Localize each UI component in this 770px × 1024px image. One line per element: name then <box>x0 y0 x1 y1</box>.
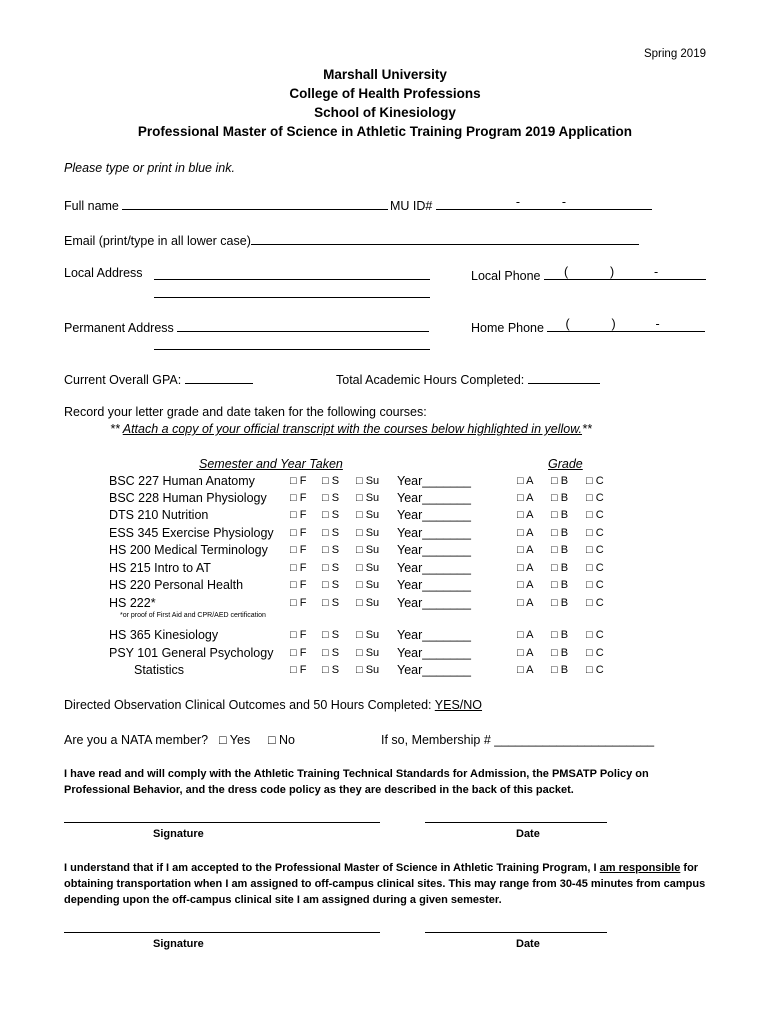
course-name: HS 220 Personal Health <box>109 578 244 592</box>
permanent-address-field[interactable] <box>177 318 429 332</box>
local-address-line-1[interactable] <box>154 279 430 280</box>
grade-checkbox[interactable]: □ C <box>586 527 604 539</box>
grade-checkbox[interactable]: □ B <box>551 597 569 609</box>
title-program: Professional Master of Science in Athletic Training Program 2019 Application <box>137 124 633 139</box>
title-school: School of Kinesiology <box>314 105 456 120</box>
grade-checkbox[interactable]: □ C <box>586 597 604 609</box>
semester-checkbox[interactable]: □ S <box>322 579 340 591</box>
grade-checkbox[interactable]: □ B <box>551 492 569 504</box>
phone-paren: ( <box>565 317 570 331</box>
semester-checkbox[interactable]: □ F <box>290 492 307 504</box>
hs222-note: *or proof of First Aid and CPR/AED certification <box>120 612 266 619</box>
date-line-2[interactable] <box>425 932 607 933</box>
grade-checkbox[interactable]: □ B <box>551 475 569 487</box>
home-phone-label: Home Phone <box>471 321 544 335</box>
semester-checkbox[interactable]: □ S <box>322 527 340 539</box>
grade-checkbox[interactable]: □ C <box>586 629 604 641</box>
signature-line-2[interactable] <box>64 932 380 933</box>
grade-checkbox[interactable]: □ C <box>586 492 604 504</box>
semester-checkbox[interactable]: □ Su <box>356 597 380 609</box>
semester-checkbox[interactable]: □ F <box>290 527 307 539</box>
grade-checkbox[interactable]: □ A <box>517 562 534 574</box>
grade-checkbox[interactable]: □ A <box>517 544 534 556</box>
grade-checkbox[interactable]: □ C <box>586 579 604 591</box>
grade-checkbox[interactable]: □ A <box>517 509 534 521</box>
observation-value[interactable]: YES/NO <box>434 698 483 712</box>
year-field[interactable]: Year_______ <box>397 578 471 592</box>
signature-line-1[interactable] <box>64 822 380 823</box>
grade-checkbox[interactable]: □ B <box>551 509 569 521</box>
semester-checkbox[interactable]: □ F <box>290 475 307 487</box>
semester-checkbox[interactable]: □ S <box>322 544 340 556</box>
grade-checkbox[interactable]: □ B <box>551 579 569 591</box>
year-field[interactable]: Year_______ <box>397 646 471 660</box>
mu-id-dash: - <box>515 195 521 209</box>
grade-checkbox[interactable]: □ B <box>551 647 569 659</box>
statement2-emphasis: am responsible <box>599 862 681 874</box>
semester-checkbox[interactable]: □ S <box>322 562 340 574</box>
semester-checkbox[interactable]: □ Su <box>356 647 380 659</box>
semester-checkbox[interactable]: □ Su <box>356 527 380 539</box>
phone-dash: - <box>654 265 659 279</box>
grade-checkbox[interactable]: □ B <box>551 664 569 676</box>
full-name-label: Full name <box>64 199 119 213</box>
year-field[interactable]: Year_______ <box>397 628 471 642</box>
attach-suffix: ** <box>582 422 592 436</box>
semester-checkbox[interactable]: □ Su <box>356 492 380 504</box>
semester-header: Semester and Year Taken <box>199 457 343 471</box>
mu-id-label: MU ID# <box>390 199 433 213</box>
grade-checkbox[interactable]: □ A <box>517 492 534 504</box>
semester-checkbox[interactable]: □ F <box>290 562 307 574</box>
grade-checkbox[interactable]: □ B <box>551 562 569 574</box>
statement2-after: for obtaining transportation when I am assigned to off-campus clinical sites. This may range from 30-45 minutes from campus depending upon the off-campus clinical site I am assigned during a given semester. <box>64 862 706 906</box>
semester-checkbox[interactable]: □ S <box>322 597 340 609</box>
semester-checkbox[interactable]: □ S <box>322 629 340 641</box>
year-field[interactable]: Year_______ <box>397 526 471 540</box>
year-field[interactable]: Year_______ <box>397 663 471 677</box>
semester-checkbox[interactable]: □ F <box>290 509 307 521</box>
grade-checkbox[interactable]: □ A <box>517 579 534 591</box>
semester-checkbox[interactable]: □ F <box>290 579 307 591</box>
semester-checkbox[interactable]: □ S <box>322 492 340 504</box>
date-label-2: Date <box>516 938 540 950</box>
year-field[interactable]: Year_______ <box>397 491 471 505</box>
attach-note <box>110 422 592 436</box>
email-field[interactable] <box>251 231 639 245</box>
permanent-address-label: Permanent Address <box>64 321 174 335</box>
course-name: HS 222* <box>109 596 156 610</box>
term-label: Spring 2019 <box>643 48 706 60</box>
nata-yes-checkbox[interactable]: □ Yes <box>219 733 251 747</box>
semester-checkbox[interactable]: □ S <box>322 475 340 487</box>
signature-label-1: Signature <box>153 828 204 840</box>
gpa-field[interactable] <box>185 370 253 384</box>
semester-checkbox[interactable]: □ Su <box>356 664 380 676</box>
grade-checkbox[interactable]: □ A <box>517 597 534 609</box>
full-name-field[interactable] <box>122 196 388 210</box>
year-field[interactable]: Year_______ <box>397 543 471 557</box>
course-name: HS 365 Kinesiology <box>109 628 219 642</box>
year-field[interactable]: Year_______ <box>397 561 471 575</box>
grade-checkbox[interactable]: □ B <box>551 629 569 641</box>
course-name: HS 200 Medical Terminology <box>109 543 268 557</box>
course-name: DTS 210 Nutrition <box>109 508 209 522</box>
grade-header: Grade <box>548 457 583 471</box>
phone-paren: ) <box>611 317 616 331</box>
grade-checkbox[interactable]: □ C <box>586 544 604 556</box>
course-name: PSY 101 General Psychology <box>109 646 274 660</box>
phone-dash: - <box>655 317 660 331</box>
grade-checkbox[interactable]: □ C <box>586 664 604 676</box>
semester-checkbox[interactable]: □ S <box>322 664 340 676</box>
local-address-label: Local Address <box>64 266 143 280</box>
semester-checkbox[interactable]: □ Su <box>356 475 380 487</box>
semester-checkbox[interactable]: □ F <box>290 664 307 676</box>
semester-checkbox[interactable]: □ S <box>322 509 340 521</box>
semester-checkbox[interactable]: □ Su <box>356 509 380 521</box>
grade-checkbox[interactable]: □ B <box>551 527 569 539</box>
course-name: BSC 228 Human Physiology <box>109 491 267 505</box>
year-field[interactable]: Year_______ <box>397 596 471 610</box>
course-name: Statistics <box>134 663 185 677</box>
grade-checkbox[interactable]: □ C <box>586 562 604 574</box>
transportation-statement <box>64 860 714 908</box>
semester-checkbox[interactable]: □ F <box>290 597 307 609</box>
grade-checkbox[interactable]: □ A <box>517 664 534 676</box>
courses-intro: Record your letter grade and date taken for the following courses: <box>64 405 427 419</box>
gpa-label: Current Overall GPA: <box>64 373 182 387</box>
date-line-1[interactable] <box>425 822 607 823</box>
instruction-text: Please type or print in blue ink. <box>64 161 235 175</box>
permanent-address-line-2[interactable] <box>154 349 430 350</box>
semester-checkbox[interactable]: □ F <box>290 647 307 659</box>
local-phone-label: Local Phone <box>471 269 541 283</box>
semester-checkbox[interactable]: □ Su <box>356 629 380 641</box>
observation-label: Directed Observation Clinical Outcomes and 50 Hours Completed: <box>64 698 432 712</box>
grade-checkbox[interactable]: □ A <box>517 629 534 641</box>
semester-checkbox[interactable]: □ Su <box>356 544 380 556</box>
title-college: College of Health Professions <box>289 86 481 101</box>
semester-checkbox[interactable]: □ F <box>290 629 307 641</box>
year-field[interactable]: Year_______ <box>397 474 471 488</box>
attach-prefix: ** <box>110 422 123 436</box>
nata-no-checkbox[interactable]: □ No <box>268 733 296 747</box>
mu-id-dash: - <box>561 195 567 209</box>
phone-paren: ) <box>610 265 615 279</box>
local-phone-field[interactable] <box>544 266 706 280</box>
mu-id-field[interactable] <box>436 196 652 210</box>
statement2-before: I understand that if I am accepted to the Professional Master of Science in Athletic Training Program, I <box>64 862 600 874</box>
grade-checkbox[interactable]: □ A <box>517 527 534 539</box>
hours-label: Total Academic Hours Completed: <box>336 373 525 387</box>
phone-paren: ( <box>564 265 569 279</box>
signature-label-2: Signature <box>153 938 204 950</box>
course-name: ESS 345 Exercise Physiology <box>109 526 274 540</box>
semester-checkbox[interactable]: □ Su <box>356 562 380 574</box>
grade-checkbox[interactable]: □ C <box>586 647 604 659</box>
year-field[interactable]: Year_______ <box>397 508 471 522</box>
course-name: BSC 227 Human Anatomy <box>109 474 255 488</box>
semester-checkbox[interactable]: □ F <box>290 544 307 556</box>
grade-checkbox[interactable]: □ C <box>586 475 604 487</box>
local-address-line-2[interactable] <box>154 297 430 298</box>
email-label: Email (print/type in all lower case) <box>64 234 251 248</box>
grade-checkbox[interactable]: □ A <box>517 475 534 487</box>
home-phone-field[interactable] <box>547 318 705 332</box>
standards-statement: I have read and will comply with the Athletic Training Technical Standards for Admission, the PMSATP Policy on Professional Behavior, and the dress code policy as they are described in the back of this packet. <box>64 768 649 796</box>
grade-checkbox[interactable]: □ B <box>551 544 569 556</box>
attach-note-text: Attach a copy of your official transcript with the courses below highlighted in yellow. <box>122 422 583 436</box>
semester-checkbox[interactable]: □ S <box>322 647 340 659</box>
grade-checkbox[interactable]: □ A <box>517 647 534 659</box>
title-university: Marshall University <box>323 67 447 82</box>
date-label-1: Date <box>516 828 540 840</box>
grade-checkbox[interactable]: □ C <box>586 509 604 521</box>
hours-field[interactable] <box>528 370 600 384</box>
course-name: HS 215 Intro to AT <box>109 561 211 575</box>
membership-field[interactable]: If so, Membership # _______________________ <box>381 733 655 747</box>
nata-question: Are you a NATA member? <box>64 733 209 747</box>
semester-checkbox[interactable]: □ Su <box>356 579 380 591</box>
